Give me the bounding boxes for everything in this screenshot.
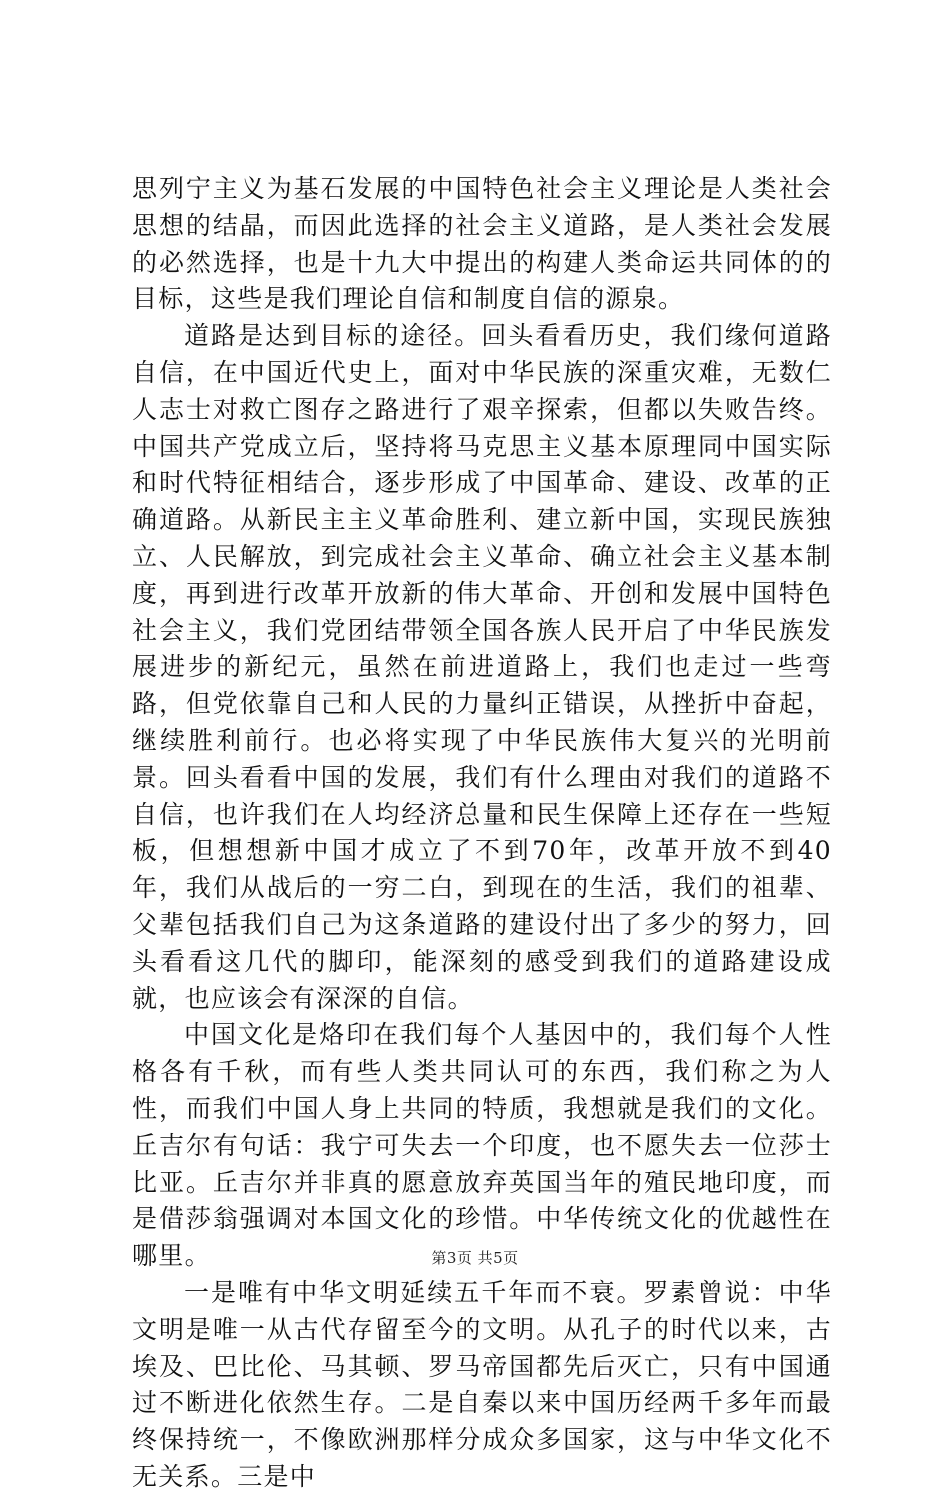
paragraph-2: 道路是达到目标的途径。回头看看历史，我们缘何道路自信，在中国近代史上，面对中华民族的深重灾难，无数仁人志士对救亡图存之路进行了艰辛探索，但都以失败告终。中国共产党成立后，坚持将马克思主义基本原理同中国实际和时代特征相结合，逐步形成了中国革命、建设、改革的正确道路。从新民主主义革命胜利、建立新中国，实现民族独立、人民解放，到完成社会主义革命、确立社会主义基本制度，再到进行改革开放新的伟大革命、开创和发展中国特色社会主义，我们党团结带领全国各族人民开启了中华民族发展进步的新纪元，虽然在前进道路上，我们也走过一些弯路，但党依靠自己和人民的力量纠正错误，从挫折中奋起，继续胜利前行。也必将实现了中华民族伟大复兴的光明前景。回头看看中国的发展，我们有什么理由对我们的道路不自信，也许我们在人均经济总量和民生保障上还存在一些短板，但想想新中国才成立了不到70年，改革开放不到40年，我们从战后的一穷二白，到现在的生活，我们的祖辈、父辈包括我们自己为这条道路的建设付出了多少的努力，回头看看这几代的脚印，能深刻的感受到我们的道路建设成就，也应该会有深深的自信。 xyxy=(132,321,832,1013)
paragraph-3: 中国文化是烙印在我们每个人基因中的，我们每个人性格各有千秋，而有些人类共同认可的东西，我们称之为人性，而我们中国人身上共同的特质，我想就是我们的文化。丘吉尔有句话：我宁可失去一个印度，也不愿失去一位莎士比亚。丘吉尔并非真的愿意放弃英国当年的殖民地印度，而是借莎翁强调对本国文化的珍惜。中华传统文化的优越性在哪里。 xyxy=(132,1020,832,1271)
paragraph-4: 一是唯有中华文明延续五千年而不衰。罗素曾说：中华文明是唯一从古代存留至今的文明。从孔子的时代以来，古埃及、巴比伦、马其顿、罗马帝国都先后灭亡，只有中国通过不断进化依然生存。二是自秦以来中国历经两千多年而最终保持统一，不像欧洲那样分成众多国家，这与中华文化不无关系。三是中 xyxy=(132,1277,832,1491)
page-footer xyxy=(0,1248,950,1268)
page-number: 第3页 共5页 xyxy=(431,1249,519,1267)
paragraph-1: 思列宁主义为基石发展的中国特色社会主义理论是人类社会思想的结晶，而因此选择的社会主义道路，是人类社会发展的必然选择，也是十九大中提出的构建人类命运共同体的的目标，这些是我们理论自信和制度自信的源泉。 xyxy=(132,174,832,314)
body-text xyxy=(132,171,832,1496)
